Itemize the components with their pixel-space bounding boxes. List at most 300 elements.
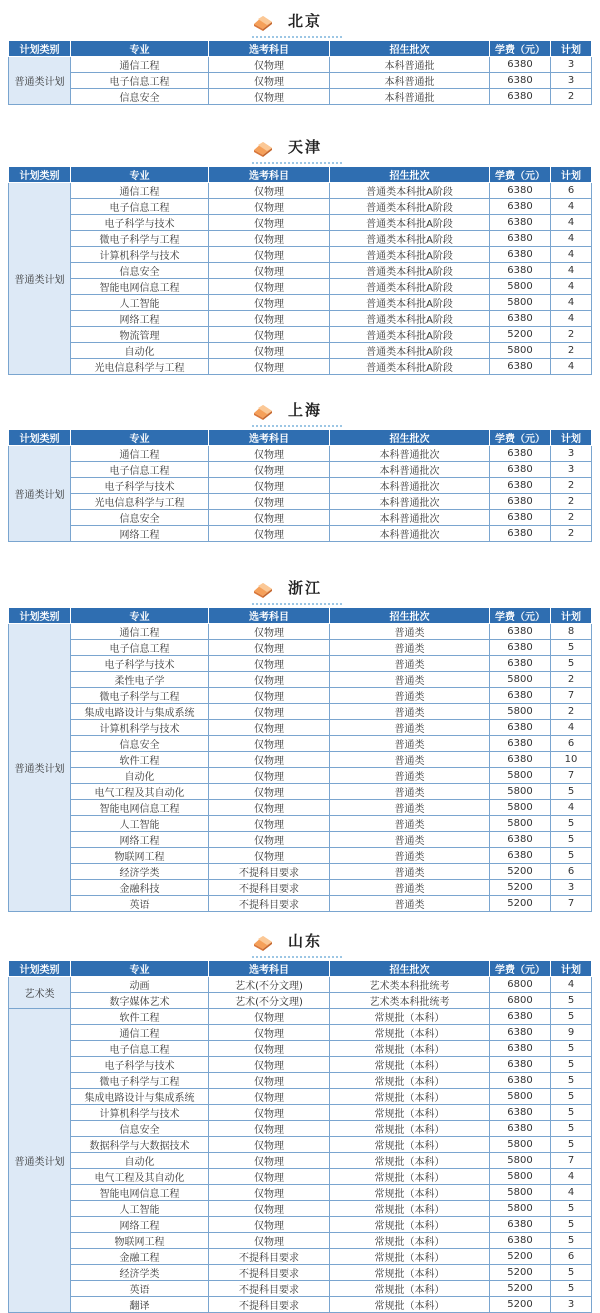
table-row — [9, 1265, 592, 1281]
batch-cell: 常规批（本科） — [330, 1169, 490, 1185]
major-cell: 电气工程及其自动化 — [71, 1169, 209, 1185]
table-row — [9, 800, 592, 816]
tuition-cell: 6380 — [490, 199, 551, 215]
table-row — [9, 199, 592, 215]
major-cell: 光电信息科学与工程 — [71, 494, 209, 510]
tuition-cell: 6380 — [490, 1105, 551, 1121]
quota-cell: 9 — [551, 1025, 592, 1041]
batch-cell: 普通类本科批A阶段 — [330, 263, 490, 279]
quota-cell: 2 — [551, 89, 592, 105]
tuition-cell: 6380 — [490, 1041, 551, 1057]
subject-cell: 仅物理 — [209, 57, 330, 73]
major-cell: 金融科技 — [71, 880, 209, 896]
column-header: 专业 — [71, 167, 209, 183]
tuition-cell: 6380 — [490, 494, 551, 510]
tuition-cell: 5200 — [490, 1249, 551, 1265]
table-row — [9, 1153, 592, 1169]
subject-cell: 仅物理 — [209, 1217, 330, 1233]
major-cell: 信息安全 — [71, 736, 209, 752]
table-row — [9, 462, 592, 478]
subject-cell: 仅物理 — [209, 752, 330, 768]
major-cell: 网络工程 — [71, 526, 209, 542]
tuition-cell: 5800 — [490, 1153, 551, 1169]
batch-cell: 普通类 — [330, 800, 490, 816]
table-row — [9, 1057, 592, 1073]
plan-category-cell: 艺术类 — [9, 977, 71, 1009]
major-cell: 动画 — [71, 977, 209, 993]
tuition-cell: 6380 — [490, 688, 551, 704]
tuition-cell: 6380 — [490, 624, 551, 640]
plan-table — [8, 40, 592, 105]
tuition-cell: 6380 — [490, 231, 551, 247]
quota-cell: 2 — [551, 526, 592, 542]
quota-cell: 5 — [551, 816, 592, 832]
major-cell: 网络工程 — [71, 311, 209, 327]
table-row — [9, 977, 592, 993]
header-underline — [252, 956, 342, 958]
quota-cell: 2 — [551, 510, 592, 526]
tuition-cell: 6380 — [490, 1025, 551, 1041]
column-header: 计划类别 — [9, 41, 71, 57]
major-cell: 电子科学与技术 — [71, 478, 209, 494]
tuition-cell: 6380 — [490, 720, 551, 736]
major-cell: 人工智能 — [71, 295, 209, 311]
column-header: 计划 — [551, 430, 592, 446]
table-row — [9, 656, 592, 672]
major-cell: 集成电路设计与集成系统 — [71, 1089, 209, 1105]
batch-cell: 本科普通批次 — [330, 462, 490, 478]
major-cell: 物流管理 — [71, 327, 209, 343]
tuition-cell: 6380 — [490, 215, 551, 231]
major-cell: 金融工程 — [71, 1249, 209, 1265]
subject-cell: 仅物理 — [209, 720, 330, 736]
tuition-cell: 6380 — [490, 752, 551, 768]
table-row — [9, 311, 592, 327]
table-header-row — [9, 961, 592, 977]
major-cell: 物联网工程 — [71, 848, 209, 864]
header-underline — [252, 36, 342, 38]
quota-cell: 5 — [551, 1041, 592, 1057]
major-cell: 智能电网信息工程 — [71, 800, 209, 816]
tuition-cell: 5800 — [490, 784, 551, 800]
table-row — [9, 247, 592, 263]
subject-cell: 仅物理 — [209, 478, 330, 494]
table-row — [9, 1041, 592, 1057]
quota-cell: 5 — [551, 1105, 592, 1121]
batch-cell: 普通类 — [330, 688, 490, 704]
batch-cell: 常规批（本科） — [330, 1073, 490, 1089]
column-header: 专业 — [71, 430, 209, 446]
quota-cell: 4 — [551, 231, 592, 247]
quota-cell: 3 — [551, 57, 592, 73]
subject-cell: 仅物理 — [209, 215, 330, 231]
subject-cell: 不提科目要求 — [209, 1297, 330, 1313]
column-header: 选考科目 — [209, 167, 330, 183]
tuition-cell: 6380 — [490, 656, 551, 672]
table-row — [9, 263, 592, 279]
tuition-cell: 6380 — [490, 478, 551, 494]
table-row — [9, 343, 592, 359]
tuition-cell: 6380 — [490, 526, 551, 542]
batch-cell: 常规批（本科） — [330, 1265, 490, 1281]
table-row — [9, 1025, 592, 1041]
tuition-cell: 6380 — [490, 263, 551, 279]
header-underline — [252, 425, 342, 427]
tuition-cell: 5200 — [490, 864, 551, 880]
batch-cell: 普通类本科批A阶段 — [330, 215, 490, 231]
quota-cell: 10 — [551, 752, 592, 768]
province-name: 浙江 — [288, 579, 323, 597]
quota-cell: 5 — [551, 1233, 592, 1249]
subject-cell: 仅物理 — [209, 183, 330, 199]
batch-cell: 普通类 — [330, 704, 490, 720]
province-header — [8, 393, 591, 433]
tuition-cell: 5800 — [490, 1169, 551, 1185]
subject-cell: 仅物理 — [209, 816, 330, 832]
batch-cell: 普通类 — [330, 864, 490, 880]
eraser-icon — [252, 933, 274, 951]
quota-cell: 3 — [551, 880, 592, 896]
subject-cell: 仅物理 — [209, 768, 330, 784]
subject-cell: 仅物理 — [209, 73, 330, 89]
tuition-cell: 6380 — [490, 73, 551, 89]
batch-cell: 普通类 — [330, 896, 490, 912]
table-row — [9, 183, 592, 199]
quota-cell: 5 — [551, 640, 592, 656]
major-cell: 电子科学与技术 — [71, 1057, 209, 1073]
subject-cell: 仅物理 — [209, 462, 330, 478]
tuition-cell: 6380 — [490, 462, 551, 478]
subject-cell: 仅物理 — [209, 199, 330, 215]
column-header: 选考科目 — [209, 961, 330, 977]
major-cell: 电子信息工程 — [71, 462, 209, 478]
subject-cell: 仅物理 — [209, 89, 330, 105]
major-cell: 经济学类 — [71, 1265, 209, 1281]
quota-cell: 4 — [551, 800, 592, 816]
province-header — [8, 4, 591, 44]
table-row — [9, 1121, 592, 1137]
batch-cell: 本科普通批次 — [330, 510, 490, 526]
subject-cell: 仅物理 — [209, 446, 330, 462]
batch-cell: 艺术类本科批统考 — [330, 977, 490, 993]
batch-cell: 普通类 — [330, 752, 490, 768]
major-cell: 通信工程 — [71, 446, 209, 462]
plan-category-cell: 普通类计划 — [9, 446, 71, 542]
tuition-cell: 6800 — [490, 977, 551, 993]
tuition-cell: 5800 — [490, 800, 551, 816]
tuition-cell: 6380 — [490, 1073, 551, 1089]
column-header: 计划 — [551, 41, 592, 57]
batch-cell: 本科普通批次 — [330, 526, 490, 542]
column-header: 计划 — [551, 961, 592, 977]
subject-cell: 不提科目要求 — [209, 896, 330, 912]
quota-cell: 5 — [551, 848, 592, 864]
table-row — [9, 688, 592, 704]
quota-cell: 8 — [551, 624, 592, 640]
table-header-row — [9, 167, 592, 183]
tuition-cell: 5200 — [490, 1281, 551, 1297]
subject-cell: 仅物理 — [209, 247, 330, 263]
column-header: 计划类别 — [9, 961, 71, 977]
province-name: 上海 — [288, 401, 323, 419]
tuition-cell: 6380 — [490, 247, 551, 263]
subject-cell: 仅物理 — [209, 295, 330, 311]
batch-cell: 普通类本科批A阶段 — [330, 199, 490, 215]
major-cell: 人工智能 — [71, 816, 209, 832]
major-cell: 数据科学与大数据技术 — [71, 1137, 209, 1153]
subject-cell: 仅物理 — [209, 359, 330, 375]
quota-cell: 5 — [551, 1073, 592, 1089]
eraser-icon — [252, 580, 274, 598]
province-name: 北京 — [288, 12, 323, 30]
quota-cell: 2 — [551, 672, 592, 688]
subject-cell: 仅物理 — [209, 800, 330, 816]
quota-cell: 2 — [551, 494, 592, 510]
batch-cell: 常规批（本科） — [330, 1025, 490, 1041]
column-header: 计划 — [551, 608, 592, 624]
batch-cell: 普通类本科批A阶段 — [330, 231, 490, 247]
quota-cell: 7 — [551, 896, 592, 912]
major-cell: 数字媒体艺术 — [71, 993, 209, 1009]
column-header: 计划类别 — [9, 608, 71, 624]
column-header: 招生批次 — [330, 961, 490, 977]
subject-cell: 仅物理 — [209, 704, 330, 720]
subject-cell: 仅物理 — [209, 1073, 330, 1089]
batch-cell: 常规批（本科） — [330, 1009, 490, 1025]
tuition-cell: 5200 — [490, 896, 551, 912]
major-cell: 计算机科学与技术 — [71, 1105, 209, 1121]
major-cell: 物联网工程 — [71, 1233, 209, 1249]
tuition-cell: 6380 — [490, 1217, 551, 1233]
batch-cell: 普通类本科批A阶段 — [330, 311, 490, 327]
column-header: 学费（元） — [490, 167, 551, 183]
tuition-cell: 5200 — [490, 1265, 551, 1281]
batch-cell: 常规批（本科） — [330, 1137, 490, 1153]
table-row — [9, 1137, 592, 1153]
column-header: 招生批次 — [330, 41, 490, 57]
quota-cell: 4 — [551, 359, 592, 375]
column-header: 学费（元） — [490, 961, 551, 977]
column-header: 计划类别 — [9, 430, 71, 446]
table-row — [9, 864, 592, 880]
tuition-cell: 6380 — [490, 57, 551, 73]
batch-cell: 普通类本科批A阶段 — [330, 183, 490, 199]
subject-cell: 仅物理 — [209, 656, 330, 672]
quota-cell: 5 — [551, 1121, 592, 1137]
quota-cell: 4 — [551, 215, 592, 231]
table-row — [9, 295, 592, 311]
major-cell: 通信工程 — [71, 183, 209, 199]
batch-cell: 常规批（本科） — [330, 1233, 490, 1249]
major-cell: 微电子科学与工程 — [71, 231, 209, 247]
column-header: 选考科目 — [209, 608, 330, 624]
column-header: 学费（元） — [490, 41, 551, 57]
batch-cell: 本科普通批次 — [330, 478, 490, 494]
major-cell: 信息安全 — [71, 89, 209, 105]
major-cell: 翻译 — [71, 1297, 209, 1313]
column-header: 招生批次 — [330, 167, 490, 183]
eraser-icon — [252, 13, 274, 31]
quota-cell: 5 — [551, 993, 592, 1009]
tuition-cell: 6380 — [490, 311, 551, 327]
plan-table — [8, 960, 592, 1313]
table-row — [9, 752, 592, 768]
batch-cell: 常规批（本科） — [330, 1121, 490, 1137]
major-cell: 微电子科学与工程 — [71, 1073, 209, 1089]
quota-cell: 4 — [551, 1169, 592, 1185]
subject-cell: 不提科目要求 — [209, 1281, 330, 1297]
table-row — [9, 880, 592, 896]
tuition-cell: 5200 — [490, 880, 551, 896]
subject-cell: 仅物理 — [209, 1185, 330, 1201]
subject-cell: 仅物理 — [209, 784, 330, 800]
column-header: 计划 — [551, 167, 592, 183]
subject-cell: 仅物理 — [209, 672, 330, 688]
table-row — [9, 1217, 592, 1233]
quota-cell: 7 — [551, 768, 592, 784]
major-cell: 微电子科学与工程 — [71, 688, 209, 704]
table-row — [9, 327, 592, 343]
table-row — [9, 494, 592, 510]
quota-cell: 6 — [551, 736, 592, 752]
major-cell: 自动化 — [71, 768, 209, 784]
subject-cell: 仅物理 — [209, 1041, 330, 1057]
batch-cell: 普通类本科批A阶段 — [330, 295, 490, 311]
table-header-row — [9, 608, 592, 624]
column-header: 招生批次 — [330, 608, 490, 624]
batch-cell: 常规批（本科） — [330, 1281, 490, 1297]
quota-cell: 4 — [551, 199, 592, 215]
quota-cell: 5 — [551, 1265, 592, 1281]
subject-cell: 仅物理 — [209, 736, 330, 752]
quota-cell: 4 — [551, 263, 592, 279]
batch-cell: 常规批（本科） — [330, 1297, 490, 1313]
quota-cell: 5 — [551, 1137, 592, 1153]
tuition-cell: 6380 — [490, 446, 551, 462]
table-row — [9, 359, 592, 375]
column-header: 选考科目 — [209, 41, 330, 57]
tuition-cell: 6380 — [490, 640, 551, 656]
table-row — [9, 1009, 592, 1025]
plan-table — [8, 166, 592, 375]
province-header — [8, 924, 591, 964]
quota-cell: 4 — [551, 1185, 592, 1201]
table-row — [9, 526, 592, 542]
subject-cell: 仅物理 — [209, 510, 330, 526]
tuition-cell: 6800 — [490, 993, 551, 1009]
quota-cell: 2 — [551, 343, 592, 359]
batch-cell: 本科普通批次 — [330, 494, 490, 510]
major-cell: 电子信息工程 — [71, 199, 209, 215]
province-header — [8, 571, 591, 611]
column-header: 学费（元） — [490, 608, 551, 624]
quota-cell: 5 — [551, 1281, 592, 1297]
tuition-cell: 6380 — [490, 1121, 551, 1137]
subject-cell: 艺术(不分文理) — [209, 993, 330, 1009]
major-cell: 网络工程 — [71, 1217, 209, 1233]
province-name: 天津 — [288, 138, 323, 156]
subject-cell: 仅物理 — [209, 1057, 330, 1073]
major-cell: 自动化 — [71, 1153, 209, 1169]
quota-cell: 5 — [551, 1217, 592, 1233]
quota-cell: 2 — [551, 704, 592, 720]
quota-cell: 5 — [551, 1009, 592, 1025]
major-cell: 通信工程 — [71, 1025, 209, 1041]
quota-cell: 4 — [551, 311, 592, 327]
subject-cell: 仅物理 — [209, 231, 330, 247]
province-name: 山东 — [288, 932, 323, 950]
subject-cell: 仅物理 — [209, 1105, 330, 1121]
major-cell: 电子科学与技术 — [71, 656, 209, 672]
batch-cell: 常规批（本科） — [330, 1217, 490, 1233]
table-row — [9, 784, 592, 800]
eraser-icon — [252, 402, 274, 420]
subject-cell: 仅物理 — [209, 343, 330, 359]
batch-cell: 普通类 — [330, 624, 490, 640]
tuition-cell: 5800 — [490, 295, 551, 311]
major-cell: 网络工程 — [71, 832, 209, 848]
tuition-cell: 5800 — [490, 816, 551, 832]
batch-cell: 普通类本科批A阶段 — [330, 327, 490, 343]
subject-cell: 仅物理 — [209, 1233, 330, 1249]
column-header: 专业 — [71, 608, 209, 624]
tuition-cell: 6380 — [490, 1009, 551, 1025]
table-row — [9, 896, 592, 912]
batch-cell: 普通类 — [330, 784, 490, 800]
table-row — [9, 816, 592, 832]
plan-category-cell: 普通类计划 — [9, 624, 71, 912]
batch-cell: 普通类本科批A阶段 — [330, 359, 490, 375]
quota-cell: 5 — [551, 1057, 592, 1073]
major-cell: 计算机科学与技术 — [71, 247, 209, 263]
table-row — [9, 446, 592, 462]
major-cell: 计算机科学与技术 — [71, 720, 209, 736]
quota-cell: 4 — [551, 977, 592, 993]
tuition-cell: 6380 — [490, 89, 551, 105]
major-cell: 通信工程 — [71, 57, 209, 73]
tuition-cell: 6380 — [490, 510, 551, 526]
table-row — [9, 1281, 592, 1297]
tuition-cell: 5800 — [490, 343, 551, 359]
table-row — [9, 672, 592, 688]
table-row — [9, 57, 592, 73]
batch-cell: 艺术类本科批统考 — [330, 993, 490, 1009]
plan-category-cell: 普通类计划 — [9, 183, 71, 375]
batch-cell: 常规批（本科） — [330, 1057, 490, 1073]
tuition-cell: 6380 — [490, 1233, 551, 1249]
subject-cell: 仅物理 — [209, 494, 330, 510]
table-row — [9, 848, 592, 864]
subject-cell: 不提科目要求 — [209, 1265, 330, 1281]
subject-cell: 不提科目要求 — [209, 864, 330, 880]
subject-cell: 仅物理 — [209, 848, 330, 864]
quota-cell: 2 — [551, 327, 592, 343]
tuition-cell: 5800 — [490, 279, 551, 295]
major-cell: 信息安全 — [71, 263, 209, 279]
eraser-icon — [252, 139, 274, 157]
plan-table — [8, 429, 592, 542]
quota-cell: 4 — [551, 295, 592, 311]
batch-cell: 普通类本科批A阶段 — [330, 279, 490, 295]
batch-cell: 普通类本科批A阶段 — [330, 247, 490, 263]
tuition-cell: 5200 — [490, 1297, 551, 1313]
column-header: 专业 — [71, 41, 209, 57]
major-cell: 电子信息工程 — [71, 640, 209, 656]
table-row — [9, 624, 592, 640]
tuition-cell: 5800 — [490, 1089, 551, 1105]
quota-cell: 4 — [551, 720, 592, 736]
batch-cell: 常规批（本科） — [330, 1089, 490, 1105]
